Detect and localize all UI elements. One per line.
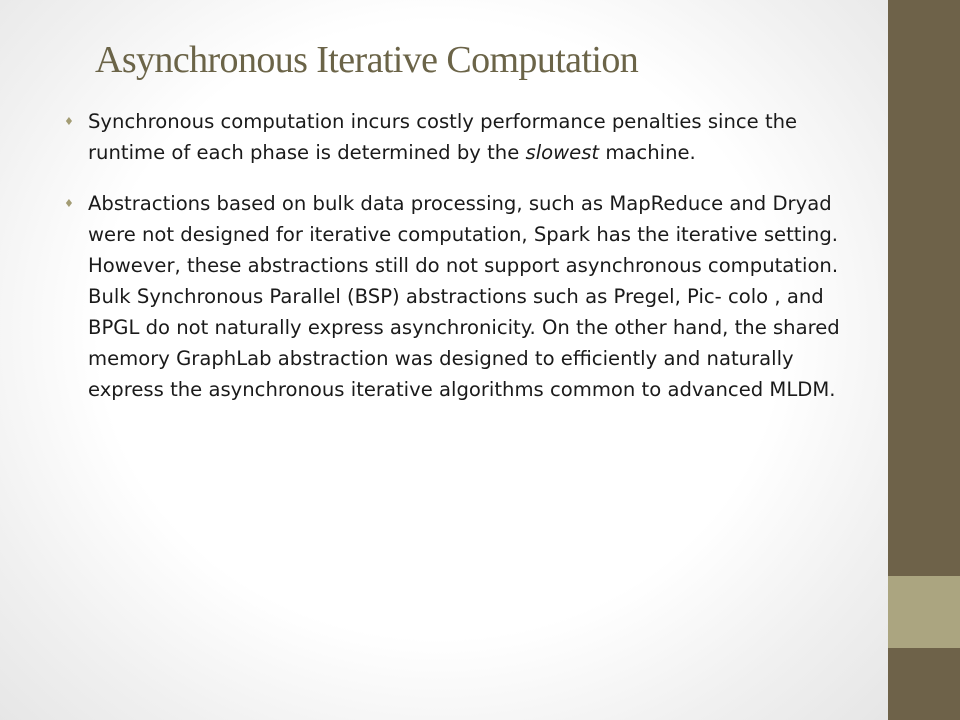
bullet-item-synchronous <box>58 106 848 168</box>
bullet-text-after: machine. <box>599 141 696 164</box>
slide-title: Asynchronous Iterative Computation <box>95 39 639 81</box>
sidebar-band-top <box>888 0 960 576</box>
sidebar-band-middle <box>888 576 960 648</box>
sidebar-decoration <box>888 0 960 720</box>
bullet-text: Abstractions based on bulk data processing, such as MapReduce and Dryad were not designed for iterative computation, Spark has the iterative setting. However, these abstractions still do not support asynchronous computation. Bulk Synchronous Parallel (BSP) abstractions such as Pregel, Pic- colo , and BPGL do not naturally express asynchronicity. On the other hand, the shared memory GraphLab abstraction was designed to efficiently and naturally express the asynchronous iterative algorithms common to advanced MLDM. <box>88 192 840 401</box>
diamond-bullet-icon: ♦ <box>64 197 74 210</box>
bullet-text-before: Synchronous computation incurs costly performance penalties since the runtime of each phase is determined by the <box>88 110 798 164</box>
bullet-text-emphasis: slowest <box>525 141 600 164</box>
bullet-list <box>58 106 848 405</box>
diamond-bullet-icon: ♦ <box>64 115 74 128</box>
sidebar-band-bottom <box>888 648 960 720</box>
bullet-item-abstractions <box>58 188 848 405</box>
